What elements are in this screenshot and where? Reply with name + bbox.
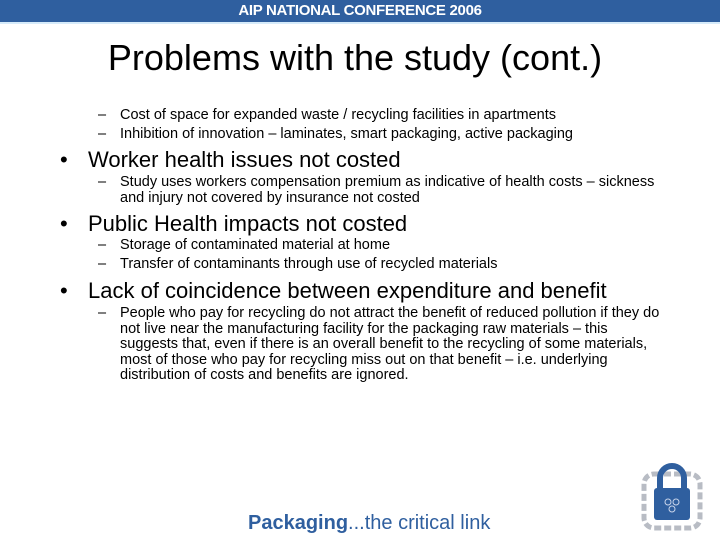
sub-bullet: – People who pay for recycling do not attract the benefit of reduced pollution if they do not live near the manufacturing facility for the packaging raw materials – this suggests that, even if there is an overall benefit to the recycling of some materials, most of those who pay for recycling miss out on that benefit – i.e. underlying distribution of costs and benefits are ignored. [98,305,660,383]
padlock-chain-icon [640,460,704,532]
sub-bullet: – Study uses workers compensation premium as indicative of health costs – sickness and injury not covered by insurance not costed [98,174,655,206]
conference-header: AIP NATIONAL CONFERENCE 2006 [0,0,720,24]
footer-tagline: Packaging...the critical link [248,512,491,534]
bullet: • Lack of coincidence between expenditure and benefit [60,278,607,303]
sub-bullet: – Transfer of contaminants through use of recycled materials [98,256,498,272]
bullet: • Public Health impacts not costed [60,211,408,236]
slide-title: Problems with the study (cont.) [107,37,603,78]
sub-bullet: – Inhibition of innovation – laminates, smart packaging, active packaging [98,126,573,142]
sub-bullet: – Cost of space for expanded waste / recycling facilities in apartments [98,107,557,123]
sub-bullet: – Storage of contaminated material at home [98,237,391,253]
bullet: • Worker health issues not costed [60,147,401,172]
